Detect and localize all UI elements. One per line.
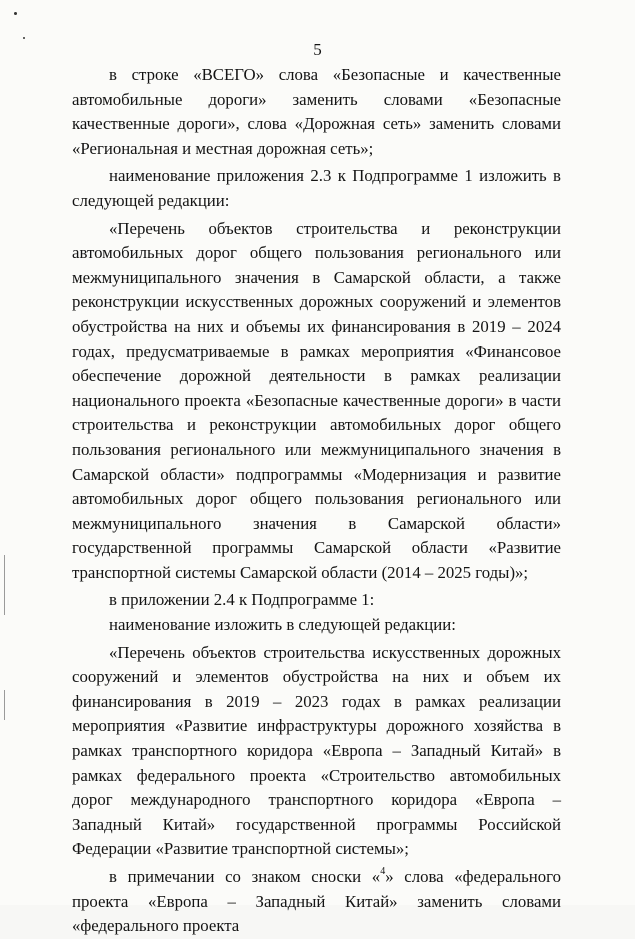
paragraph: наименование приложения 2.3 к Подпрограмме 1 изложить в следующей редакции: bbox=[72, 166, 561, 210]
paragraph: «Перечень объектов строительства и реконструкции автомобильных дорог общего пользования регионального или межмуниципального значения в Самарской области, а также реконструкции искусственных дорожных сооружений и элементов обустройства на них и объемы их финансирования в 2019 – 2024 годах, предусматриваемые в рамках мероприятия «Финансовое обеспечение дорожной деятельности в рамках реализации национального проекта «Безопасные качественные дороги» в части строительства и реконструкции автомобильных дорог общего пользования регионального или межмуниципального значения в Самарской области» подпрограммы «Модернизация и развитие автомобильных дорог общего пользования регионального или межмуниципального значения в Самарской области» государственной программы Самарской области «Развитие транспортной системы Самарской области (2014 – 2025 годы)»; bbox=[72, 218, 561, 582]
note-text-end: » слова «федерального проекта «Европа – Западный Китай» заменить словами «федерального проекта bbox=[72, 867, 561, 936]
scan-edge-mark bbox=[4, 690, 5, 720]
paragraph: наименование изложить в следующей редакции: bbox=[109, 615, 456, 635]
paragraph: в приложении 2.4 к Подпрограмме 1: bbox=[109, 590, 375, 610]
paragraph-footnote-note bbox=[72, 865, 561, 939]
scan-speck bbox=[14, 12, 17, 15]
paragraph: в строке «ВСЕГО» слова «Безопасные и качественные автомобильные дороги» заменить словами «Безопасные качественные дороги», слова «Дорожная сеть» заменить словами «Региональная и местная дорожная сеть»; bbox=[72, 65, 561, 158]
note-text-start: в примечании со знаком сноски « bbox=[109, 867, 381, 886]
body-text bbox=[72, 63, 561, 939]
page-number: 5 bbox=[313, 40, 322, 59]
scan-speck bbox=[23, 37, 25, 39]
footnote-mark: 4 bbox=[380, 866, 386, 878]
scan-edge-mark bbox=[4, 555, 5, 615]
paragraph: «Перечень объектов строительства искусственных дорожных сооружений и элементов обустройства на них и объем их финансирования в 2019 – 2023 годах в рамках реализации мероприятия «Развитие инфраструктуры дорожного хозяйства в рамках транспортного коридора «Европа – Западный Китай» в рамках федерального проекта «Строительство автомобильных дорог международного транспортного коридора «Европа – Западный Китай» государственной программы Российской Федерации «Развитие транспортной системы»; bbox=[72, 642, 561, 859]
